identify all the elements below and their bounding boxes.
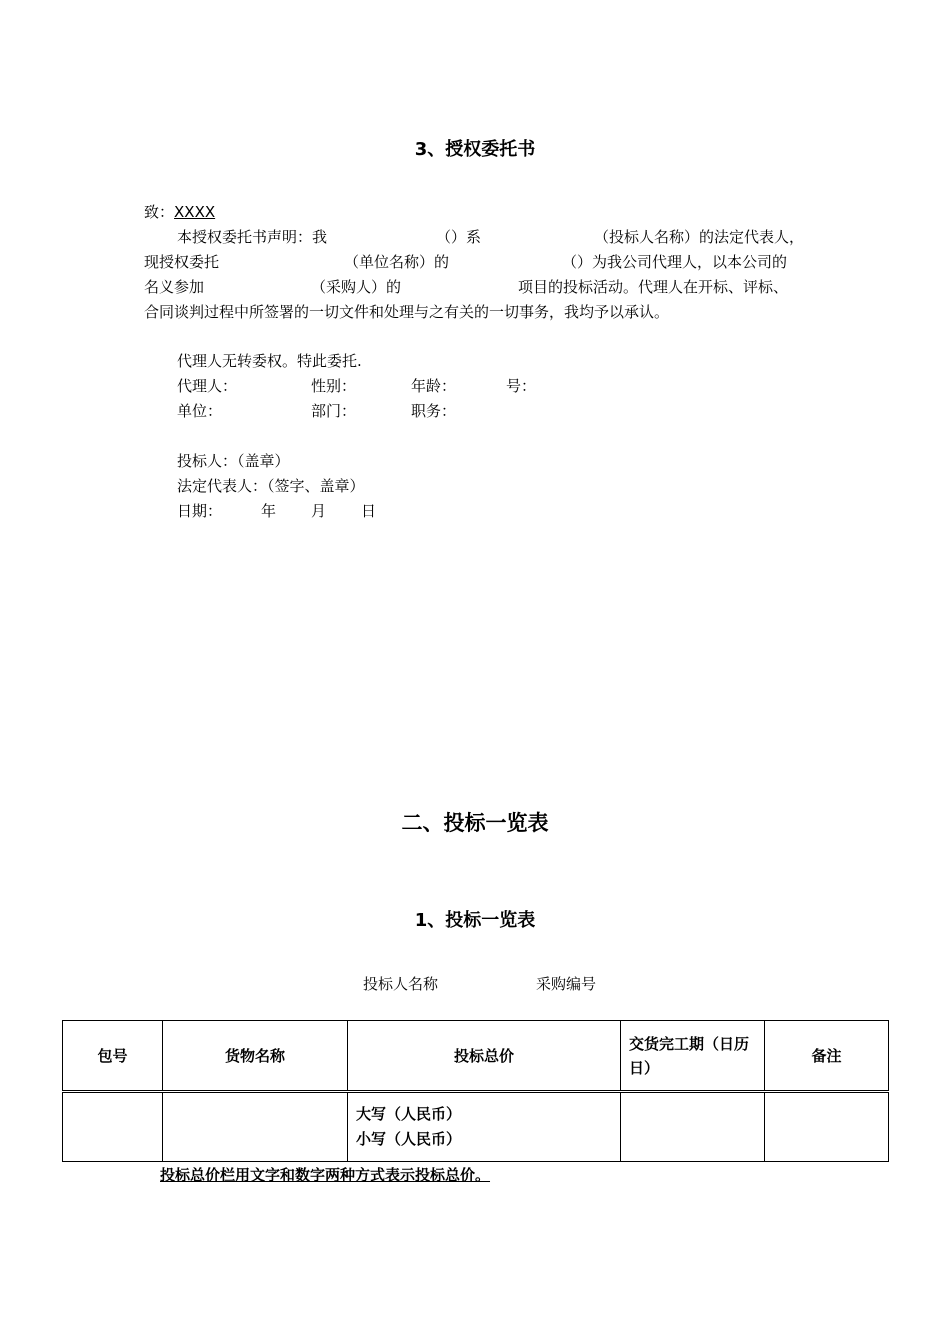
statement-line4: 合同谈判过程中所签署的一切文件和处理与之有关的一切事务，我均予以承认。	[144, 303, 670, 321]
price-note: 投标总价栏用文字和数字两种方式表示投标总价。	[160, 1166, 491, 1184]
section2-title: 二、投标一览表	[401, 811, 549, 835]
table-header-row	[63, 1021, 889, 1092]
number-label: 号：	[506, 377, 537, 395]
no-transfer: 代理人无转委权。特此委托.	[177, 352, 362, 370]
unit-label: 单位：	[177, 402, 223, 420]
statement-line1-c: （投标人名称）的法定代表人，	[594, 228, 805, 246]
statement-line2-c: （）为我公司代理人，以本公司的	[562, 253, 788, 271]
position-label: 职务：	[411, 402, 457, 420]
statement-line3-b: （采购人）的	[311, 278, 402, 296]
to-line	[144, 202, 215, 222]
dept-label: 部门：	[311, 402, 357, 420]
auth-title: 3、授权委托书	[414, 139, 536, 160]
year-label: 年	[261, 502, 277, 520]
date-label: 日期：	[177, 502, 223, 520]
price-lowercase-label: 小写（人民币）	[356, 1130, 462, 1148]
table-row	[63, 1092, 889, 1162]
bidder-name-label: 投标人名称	[363, 975, 439, 993]
price-uppercase-label: 大写（人民币）	[356, 1105, 462, 1123]
gender-label: 性别：	[311, 377, 357, 395]
header-total-price: 投标总价	[348, 1021, 621, 1092]
statement-line3-a: 名义参加	[144, 278, 205, 296]
legal-rep-sign: 法定代表人：（签字、盖章）	[177, 477, 365, 495]
header-delivery-period: 交货完工期（日历日）	[621, 1021, 765, 1092]
bidder-seal: 投标人：（盖章）	[177, 452, 290, 470]
age-label: 年龄：	[411, 377, 457, 395]
cell-package-no	[63, 1092, 163, 1162]
statement-line1-b: （）系	[436, 228, 482, 246]
cell-remarks	[765, 1092, 889, 1162]
purchase-no-label: 采购编号	[536, 975, 597, 993]
month-label: 月	[311, 502, 327, 520]
cell-goods-name	[163, 1092, 348, 1162]
agent-label: 代理人：	[177, 377, 238, 395]
bid-summary-table	[62, 1020, 889, 1162]
statement-line1-a: 本授权委托书声明：我	[177, 228, 328, 246]
statement-line3-c: 项目的投标活动。代理人在开标、评标、	[518, 278, 789, 296]
to-label: 致：	[144, 203, 175, 221]
header-remarks: 备注	[765, 1021, 889, 1092]
statement-line2-b: （单位名称）的	[344, 253, 450, 271]
to-value: XXXX	[174, 203, 216, 221]
section2-subtitle: 1、投标一览表	[414, 910, 536, 931]
statement-line2-a: 现授权委托	[144, 253, 220, 271]
cell-total-price	[348, 1092, 621, 1162]
header-goods-name: 货物名称	[163, 1021, 348, 1092]
header-package-no: 包号	[63, 1021, 163, 1092]
day-label: 日	[361, 502, 377, 520]
cell-delivery-period	[621, 1092, 765, 1162]
